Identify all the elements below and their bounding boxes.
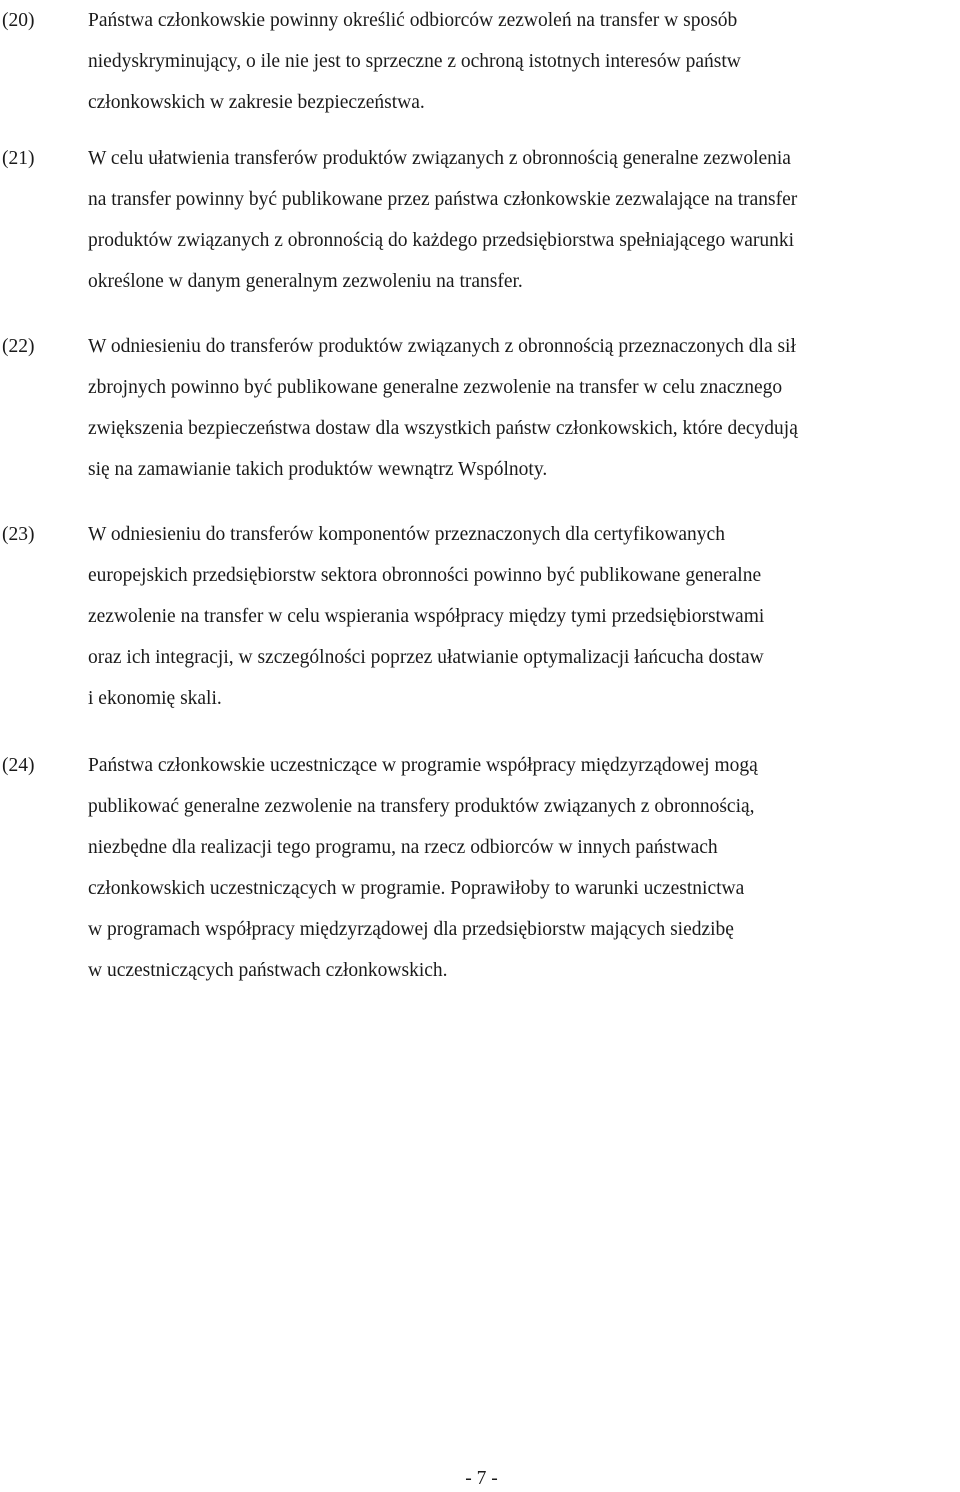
recital-line: W celu ułatwienia transferów produktów związanych z obronnością generalne zezwolenia (88, 148, 791, 169)
recital-line: w programach współpracy międzyrządowej dla przedsiębiorstw mających siedzibę (88, 919, 734, 940)
recital-text (88, 745, 960, 991)
recital-line: członkowskich w zakresie bezpieczeństwa. (88, 92, 425, 113)
recital-text (88, 138, 960, 302)
recital-line: W odniesieniu do transferów produktów związanych z obronnością przeznaczonych dla sił (88, 336, 796, 357)
recital-line: niedyskryminujący, o ile nie jest to sprzeczne z ochroną istotnych interesów państw (88, 51, 741, 72)
recital-number: (20) (2, 10, 35, 31)
recital-line: się na zamawianie takich produktów wewnątrz Wspólnoty. (88, 459, 548, 480)
recital-line: niezbędne dla realizacji tego programu, na rzecz odbiorców w innych państwach (88, 837, 718, 858)
recital-line: oraz ich integracji, w szczególności poprzez ułatwianie optymalizacji łańcucha dostaw (88, 647, 764, 668)
recital-text (88, 0, 960, 123)
page-number: - 7 - (465, 1468, 498, 1489)
recital-line: i ekonomię skali. (88, 688, 222, 709)
recital-line: zbrojnych powinno być publikowane generalne zezwolenie na transfer w celu znacznego (88, 377, 783, 398)
recital-text (88, 514, 960, 719)
recital-number: (21) (2, 148, 35, 169)
recital-number: (24) (2, 755, 35, 776)
recital-text (88, 326, 960, 490)
recital-line: produktów związanych z obronnością do każdego przedsiębiorstwa spełniającego warunki (88, 230, 795, 251)
recital-line: zwiększenia bezpieczeństwa dostaw dla wszystkich państw członkowskich, które decydują (88, 418, 798, 439)
recital-line: w uczestniczących państwach członkowskich. (88, 960, 448, 981)
recital-line: zezwolenie na transfer w celu wspierania współpracy między tymi przedsiębiorstwami (88, 606, 765, 627)
recital-number: (22) (2, 336, 35, 357)
recital-line: W odniesieniu do transferów komponentów przeznaczonych dla certyfikowanych (88, 524, 725, 545)
recital-number: (23) (2, 524, 35, 545)
recital-line: publikować generalne zezwolenie na transfery produktów związanych z obronnością, (88, 796, 755, 817)
recital-line: Państwa członkowskie powinny określić odbiorców zezwoleń na transfer w sposób (88, 10, 738, 31)
recital-line: europejskich przedsiębiorstw sektora obronności powinno być publikowane generalne (88, 565, 762, 586)
recital-line: Państwa członkowskie uczestniczące w programie współpracy międzyrządowej mogą (88, 755, 758, 776)
recital-line: na transfer powinny być publikowane przez państwa członkowskie zezwalające na transfer (88, 189, 798, 210)
recital-line: określone w danym generalnym zezwoleniu na transfer. (88, 271, 523, 292)
recital-line: członkowskich uczestniczących w programie. Poprawiłoby to warunki uczestnictwa (88, 878, 745, 899)
